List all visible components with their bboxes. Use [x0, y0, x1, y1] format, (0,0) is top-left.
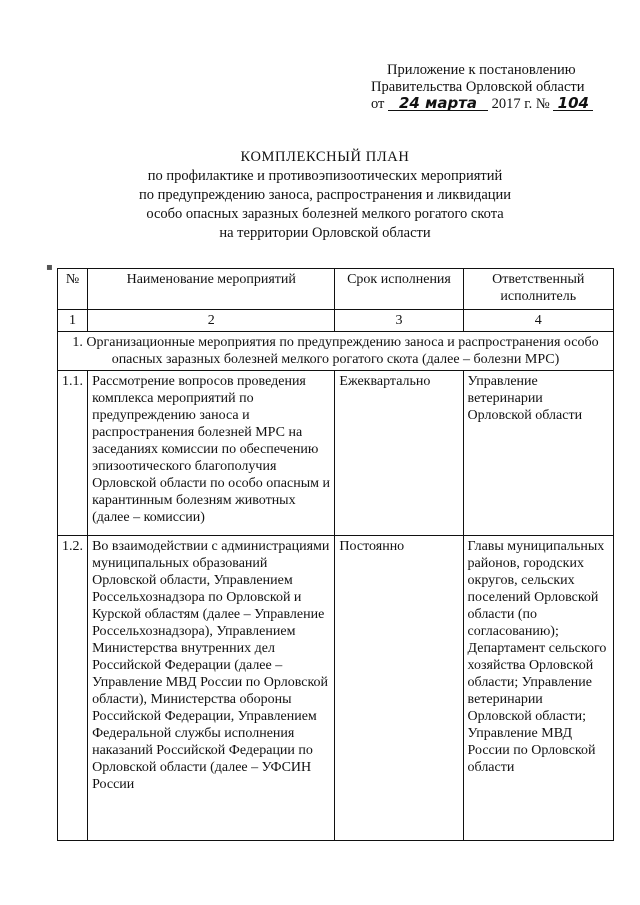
index-cell: 2 [88, 310, 335, 332]
appendix-block [371, 62, 593, 113]
index-cell: 3 [335, 310, 463, 332]
table-index-row [58, 310, 614, 332]
row-resp: Управление ветеринарии Орловской области [463, 371, 613, 536]
header-resp: Ответственный исполнитель [463, 269, 613, 310]
row-term: Постоянно [335, 536, 463, 841]
header-term: Срок исполнения [335, 269, 463, 310]
appendix-handwritten-date: 24 марта [388, 96, 488, 111]
appendix-year: 2017 г. № [491, 96, 550, 112]
section-row [58, 332, 614, 371]
appendix-handwritten-number: 104 [553, 96, 593, 111]
appendix-line-2: Правительства Орловской области [371, 79, 585, 95]
document-title [60, 148, 590, 243]
title-line-3: по предупреждению заноса, распространения и ликвидации [138, 187, 512, 203]
title-line-4: особо опасных заразных болезней мелкого рогатого скота [146, 206, 504, 222]
row-name: Рассмотрение вопросов проведения комплекса мероприятий по предупреждению заноса и распространения болезней МРС на заседаниях комиссии по обеспечению эпизоотического благополучия Орловской области по особо опасным и карантинным болезням животных (далее – комиссии) [88, 371, 335, 536]
scan-mark: ▪ [46, 262, 53, 273]
row-name: Во взаимодействии с администрациями муниципальных образований Орловской области, Управлением Россельхознадзора по Орловской и Курской областям (далее – Управление Россельхознадзора), Управлением Министерства внутренних дел Российской Федерации (далее – Управление МВД России по Орловской области), Министерства обороны Российской Федерации, Управлением Федеральной службы исполнения наказаний Российской Федерации по Орловской области (далее – УФСИН России [88, 536, 335, 841]
table-row [58, 536, 614, 841]
index-cell: 4 [463, 310, 613, 332]
appendix-line-1: Приложение к постановлению [387, 62, 576, 78]
title-line-2: по профилактике и противоэпизоотических мероприятий [147, 168, 503, 184]
title-main: КОМПЛЕКСНЫЙ ПЛАН [240, 149, 410, 165]
appendix-prefix: от [371, 96, 385, 112]
header-name: Наименование мероприятий [88, 269, 335, 310]
row-num: 1.1. [58, 371, 88, 536]
section-1-title: 1. Организационные мероприятия по предупреждению заноса и распространения особо опасных заразных болезней мелкого рогатого скота (далее – болезни МРС) [58, 332, 614, 371]
row-num: 1.2. [58, 536, 88, 841]
row-resp: Главы муниципальных районов, городских округов, сельских поселений Орловской области (по согласованию); Департамент сельского хозяйства Орловской области; Управление ветеринарии Орловской области; Управление МВД России по Орловской области [463, 536, 613, 841]
table-row [58, 371, 614, 536]
header-num: № [58, 269, 88, 310]
index-cell: 1 [58, 310, 88, 332]
appendix-line-3 [371, 96, 593, 113]
title-line-5: на территории Орловской области [219, 225, 431, 241]
table-header-row [58, 269, 614, 310]
row-term: Ежеквартально [335, 371, 463, 536]
plan-table [57, 268, 614, 841]
